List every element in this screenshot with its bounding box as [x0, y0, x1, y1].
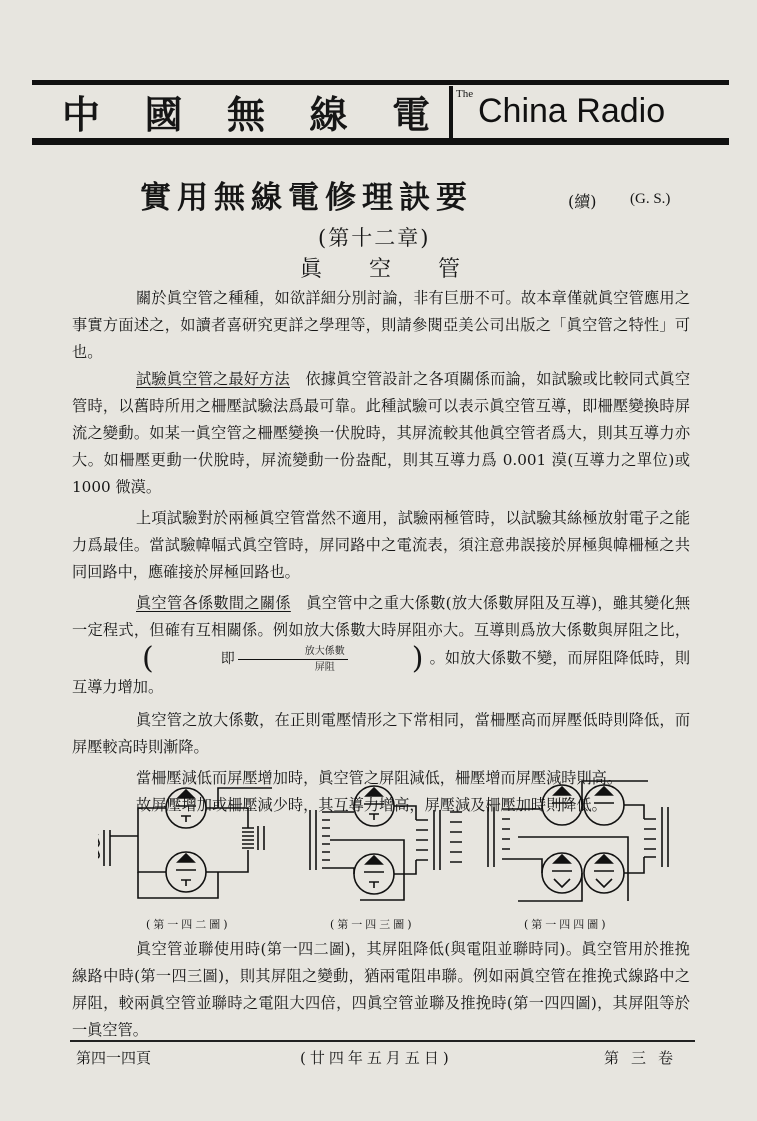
formula-fraction: [238, 645, 348, 674]
footer-volume: 第三卷: [604, 1049, 686, 1067]
paragraph-diode-test: 上項試驗對於兩極眞空管當然不適用，試驗兩極管時，以試驗其絲極放射電子之能力爲最佳。當試驗幃幅式眞空管時，屏同路中之電流表，須注意弗誤接於屏極與幃柵極之共同回路中，應確接於屏極回路也。: [72, 509, 690, 581]
section-subject: [300, 252, 460, 283]
subject-char: 空: [368, 257, 391, 282]
title-continued: (續): [568, 192, 597, 211]
footer-rule: [70, 1040, 695, 1042]
masthead-english: China Radio: [478, 92, 666, 130]
masthead-the: The: [456, 88, 474, 100]
body-text-lower: [72, 936, 690, 1044]
paragraph-coefficients-text: 眞空管中之重大係數(放大係數屏阻及互導)，雖其變化無一定程式，但確有互相關係。例如放大係數大時屏阻亦大。互導則爲放大係數與屏阻之比，: [72, 594, 691, 639]
footer-date: (廿四年五月五日): [300, 1049, 453, 1067]
heading-test-method: 試驗眞空管之最好方法: [136, 370, 290, 388]
paragraph-test-method: [72, 366, 690, 501]
paragraph-parallel-pushpull: 眞空管並聯使用時(第一四二圖)，其屏阻降低(與電阻並聯時同)。眞空管用於推挽線路中時(第一四三圖)，則其屏阻之變動，猶兩電阻串聯。例如兩眞空管在推挽式線路中之屏阻，較兩眞空管並聯時之電阻大四倍，四眞空管並聯及推挽時(第一四四圖)，其屏阻等於一眞空管。: [72, 940, 690, 1039]
paragraph-amplification: 眞空管之放大係數，在正則電壓情形之下常相同，當柵壓高而屏壓低時則降低，而屏壓較高時則漸降。: [72, 711, 690, 756]
masthead-divider: [449, 86, 453, 138]
article-title: 實用無線電修理訣要: [140, 180, 473, 216]
masthead-char: 中: [62, 91, 103, 137]
masthead-char: 國: [144, 91, 185, 137]
formula: [78, 641, 424, 676]
paragraph-coefficients-text-2: 。如放大係數不變，而屏阻降低時，則互導力增加。: [72, 649, 690, 696]
paragraph-plate-resistance-2: 故屏壓增加或柵壓減少時，其互導力增高，屏壓減及柵壓加時則降低。: [136, 796, 607, 814]
masthead-top-rule: [32, 80, 729, 85]
chapter-heading: (第十二章): [318, 226, 431, 250]
paragraph-intro: 關於眞空管之種種，如欲詳細分別討論，非有巨册不可。故本章僅就眞空管應用之事實方面述之，如讀者喜研究更詳之學理等，則請參閱亞美公司出版之「眞空管之特性」可也。: [72, 289, 690, 361]
figure-144: [478, 775, 678, 931]
masthead-char: 電: [391, 91, 432, 137]
figure-143-diagram: [300, 780, 470, 910]
masthead-char: 無: [226, 91, 267, 137]
formula-paren-open: (: [142, 641, 154, 676]
paragraph-test-method-text: 依據眞空管設計之各項關係而論，如試驗或比較同式眞空管時，以舊時所用之柵壓試驗法爲最可靠。此種試驗可以表示眞空管互導，即柵壓變換時屏流之變動。如某一眞空管之柵壓變換一伏脫時，其屏流較其他眞空管者爲大，則其互導力亦大。如柵壓更動一伏脫時，屏流變動一份盎配，則其互導力爲 0.001 漠(互導力之單位)或 1000 微漠。: [72, 370, 691, 496]
caption-figure-144: (第一四四圖): [524, 918, 609, 931]
body-text-upper: [72, 285, 690, 819]
figure-142: [98, 780, 278, 931]
formula-paren-close: ): [411, 641, 424, 676]
masthead-bottom-rule: [32, 138, 729, 145]
paragraph-coefficients: [72, 590, 690, 701]
figure-142-diagram: [98, 780, 278, 910]
figure-144-diagram: [478, 775, 678, 910]
subject-char: 眞: [300, 257, 323, 282]
footer-page-number: 第四一四頁: [76, 1049, 152, 1067]
heading-coefficients: 眞空管各係數間之關係: [136, 594, 291, 612]
masthead-char: 線: [309, 91, 350, 137]
subject-char: 管: [437, 257, 460, 282]
formula-denominator: 屏阻: [314, 661, 335, 673]
formula-lead: 即: [220, 650, 235, 667]
caption-figure-142: (第一四二圖): [146, 918, 231, 931]
title-author: (G. S.): [630, 191, 671, 207]
masthead-chinese: [62, 88, 432, 137]
paragraph-plate-resistance-1: 當柵壓減低而屏壓增加時，眞空管之屏阻減低，柵壓增而屏壓減時則高。: [136, 769, 622, 787]
caption-figure-143: (第一四三圖): [330, 918, 415, 931]
formula-numerator: 放大係數: [238, 645, 348, 660]
figure-143: [300, 780, 470, 931]
